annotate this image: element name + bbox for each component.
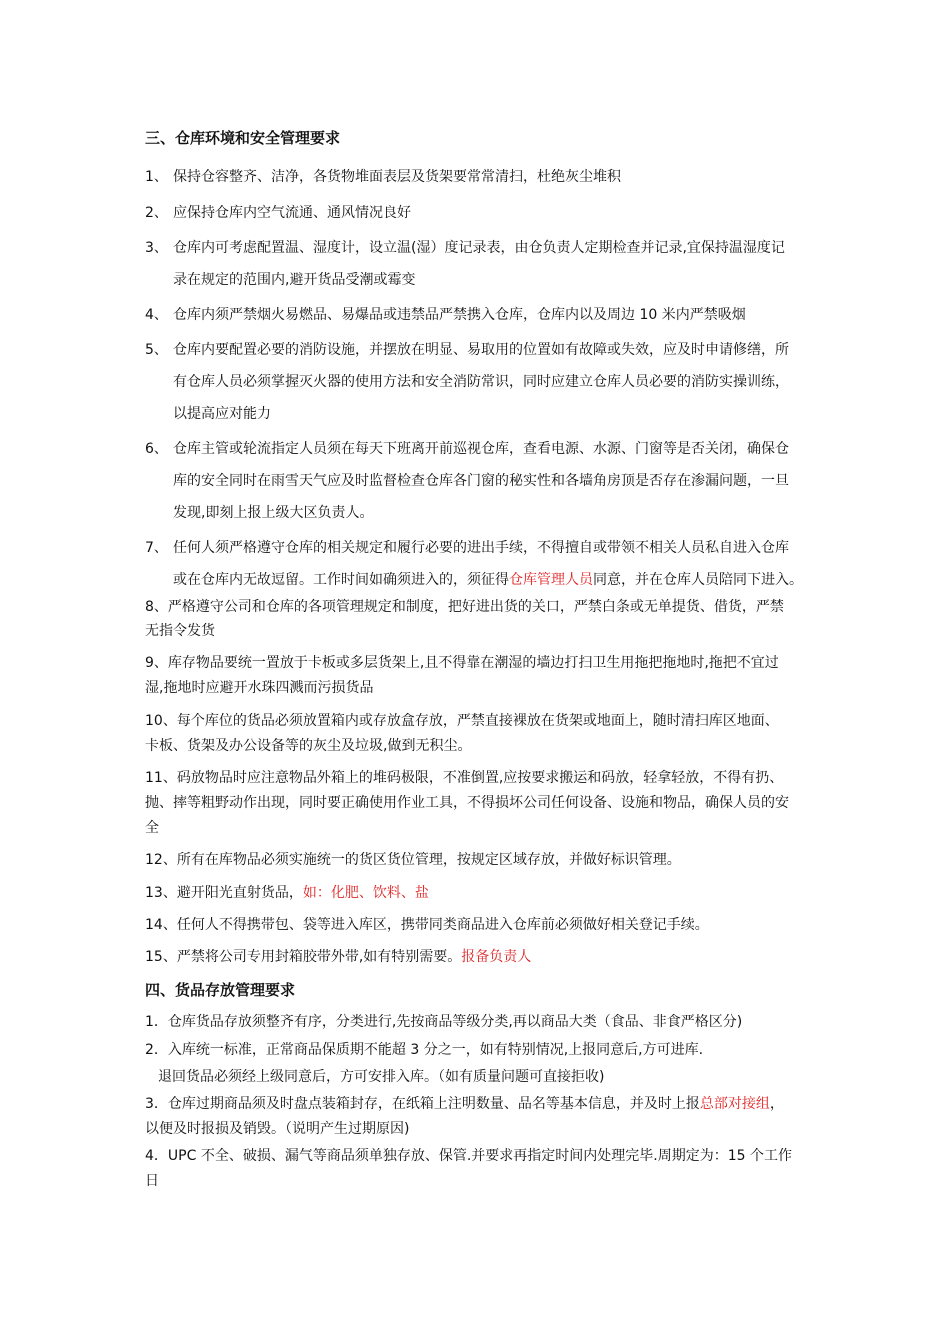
item-text: 2．入库统一标准，正常商品保质期不能超 3 分之一，如有特别情况,上报同意后,方可进库. xyxy=(145,1042,704,1058)
item-text-part: 3．仓库过期商品须及时盘点装箱封存，在纸箱上注明数量、品名等基本信息，并及时上报 xyxy=(145,1096,700,1112)
item-text: 以提高应对能力 xyxy=(173,406,271,422)
item-number: 6、 xyxy=(145,441,168,457)
item-text: 抛、摔等粗野动作出现，同时要正确使用作业工具，不得损坏公司任何设备、设施和物品，确保人员的安 xyxy=(145,795,789,811)
item-text xyxy=(145,883,429,903)
item-text: 录在规定的范围内,避开货品受潮或霉变 xyxy=(173,272,416,288)
item-text xyxy=(145,947,531,967)
item-text: 任何人须严格遵守仓库的相关规定和履行必要的进出手续，不得擅自或带领不相关人员私自进入仓库 xyxy=(173,540,789,556)
item-text: 发现,即刻上报上级大区负责人。 xyxy=(173,505,374,521)
item-text: 保持仓容整齐、洁净，各货物堆面表层及货架要常常清扫，杜绝灰尘堆积 xyxy=(173,169,621,185)
item-text xyxy=(145,1094,784,1114)
item-text: 全 xyxy=(145,820,159,836)
item-number: 5、 xyxy=(145,342,168,358)
item-text: 无指令发货 xyxy=(145,623,215,639)
item-text: 湿,拖地时应避开水珠四溅而污损货品 xyxy=(145,680,374,696)
item-text: 11、码放物品时应注意物品外箱上的堆码极限，不准倒置,应按要求搬运和码放，轻拿轻放，不得有扔、 xyxy=(145,770,784,786)
item-text-part: 或在仓库内无故逗留。工作时间如确须进入的，须征得 xyxy=(173,572,509,588)
item-number: 1、 xyxy=(145,169,168,185)
item-text: 14、任何人不得携带包、袋等进入库区，携带同类商品进入仓库前必须做好相关登记手续。 xyxy=(145,917,709,933)
item-text: 仓库内可考虑配置温、湿度计，设立温(湿）度记录表，由仓负责人定期检查并记录,宜保持温湿度记 xyxy=(173,240,785,256)
item-text: 退回货品必须经上级同意后，方可安排入库。（如有质量问题可直接拒收) xyxy=(158,1069,605,1085)
highlight-text: 仓库管理人员 xyxy=(509,572,593,588)
item-number: 3、 xyxy=(145,240,168,256)
highlight-text: 如：化肥、饮料、盐 xyxy=(302,885,429,901)
item-number: 2、 xyxy=(145,205,168,221)
item-text: 仓库内须严禁烟火易燃品、易爆品或违禁品严禁携入仓库，仓库内以及周边 10 米内严禁吸烟 xyxy=(173,307,746,323)
item-text: 12、所有在库物品必须实施统一的货区货位管理，按规定区域存放，并做好标识管理。 xyxy=(145,852,681,868)
item-text xyxy=(173,570,803,590)
section4-title: 四、货品存放管理要求 xyxy=(145,981,296,999)
item-text: 仓库内要配置必要的消防设施，并摆放在明显、易取用的位置如有故障或失效，应及时申请修缮，所 xyxy=(173,342,789,358)
item-text: 1．仓库货品存放须整齐有序，分类进行,先按商品等级分类,再以商品大类（食品、非食严格区分) xyxy=(145,1014,743,1030)
highlight-text: 报备负责人 xyxy=(461,949,532,965)
item-text: 9、库存物品要统一置放于卡板或多层货架上,且不得靠在潮湿的墙边打扫卫生用拖把拖地时,拖把不宜过 xyxy=(145,655,779,671)
item-number: 7、 xyxy=(145,540,168,556)
item-text: 4．UPC 不全、破损、漏气等商品须单独存放、保管.并要求再指定时间内处理完毕.周期定为：15 个工作 xyxy=(145,1148,792,1164)
item-text-part: 同意，并在仓库人员陪同下进入。 xyxy=(593,572,803,588)
item-text-part: ， xyxy=(769,1096,784,1112)
item-text: 库的安全同时在雨雪天气应及时监督检查仓库各门窗的秘实性和各墙角房顶是否存在渗漏问题，一旦 xyxy=(173,473,789,489)
highlight-text: 总部对接组 xyxy=(699,1096,770,1112)
item-text: 有仓库人员必须掌握灭火器的使用方法和安全消防常识，同时应建立仓库人员必要的消防实操训练， xyxy=(173,374,789,390)
item-text: 应保持仓库内空气流通、通风情况良好 xyxy=(173,205,411,221)
item-text-part: 13、避开阳光直射货品， xyxy=(145,885,303,901)
item-text: 以便及时报损及销毁。（说明产生过期原因) xyxy=(145,1121,410,1137)
section3-title: 三、仓库环境和安全管理要求 xyxy=(145,129,341,147)
item-text: 8、严格遵守公司和仓库的各项管理规定和制度，把好进出货的关口，严禁白条或无单提货、借货，严禁 xyxy=(145,599,784,615)
item-text: 日 xyxy=(145,1173,159,1189)
item-text: 10、每个库位的货品必须放置箱内或存放盒存放，严禁直接裸放在货架或地面上，随时清扫库区地面、 xyxy=(145,713,779,729)
item-text: 卡板、货架及办公设备等的灰尘及垃圾,做到无积尘。 xyxy=(145,738,472,754)
item-text: 仓库主管或轮流指定人员须在每天下班离开前巡视仓库，查看电源、水源、门窗等是否关闭，确保仓 xyxy=(173,441,789,457)
item-text-part: 15、严禁将公司专用封箱胶带外带,如有特别需要。 xyxy=(145,949,462,965)
item-number: 4、 xyxy=(145,307,168,323)
